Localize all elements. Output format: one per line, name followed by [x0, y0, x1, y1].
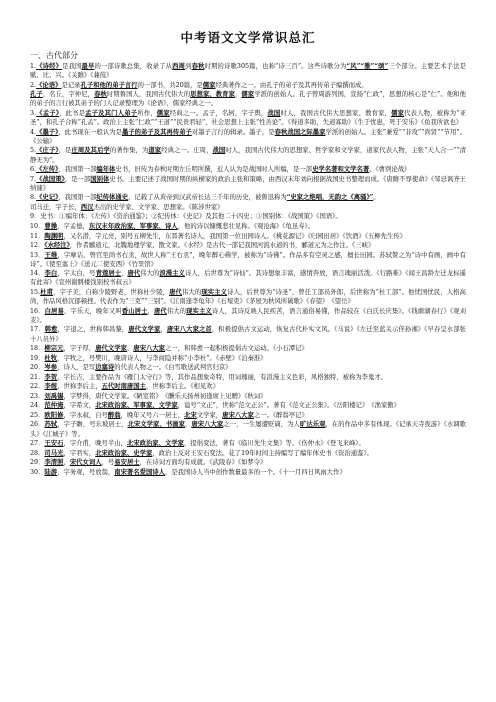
entry-text: 29．	[30, 459, 45, 467]
entry-text: 是我国	[62, 63, 82, 70]
entry-text: ，是	[58, 147, 72, 155]
entry-text: 21．	[30, 373, 45, 381]
entry-text: ，世称李后主。《相见欢》	[145, 383, 219, 391]
entry-text: ，字子美，自称少陵野老，世称杜少陵，	[53, 289, 170, 296]
entry-text: ，字长吉，主要作品为《雁门太守行》等，其作品想象奇特，用词瑰丽，有浪漫主义色彩，风格独特，被称为李鬼才。	[57, 373, 388, 381]
entry-paragraph	[30, 203, 466, 212]
entry-paragraph	[30, 449, 466, 458]
entry-keyword: 儒家	[391, 109, 405, 117]
entry-list	[30, 62, 466, 477]
entry-keyword: 《论语》	[36, 81, 62, 89]
entry-keyword: 唐宋八大家之首	[166, 326, 212, 334]
entry-keyword: 《水经注》	[44, 242, 70, 250]
entry-paragraph	[30, 175, 466, 193]
entry-keyword: 白居易	[44, 307, 64, 315]
entry-keyword: 思想家、教育家	[190, 91, 235, 99]
entry-keyword: 道家	[148, 147, 162, 155]
entry-text: 伟大的	[182, 289, 202, 296]
entry-text: 之一。《醉翁亭记》	[253, 411, 308, 419]
entry-text: ，	[234, 91, 242, 99]
entry-text: 18．	[30, 345, 45, 353]
entry-keyword: 《孟子》	[36, 109, 60, 117]
entry-text: ，字乐天，晚年又叫	[63, 307, 122, 315]
entry-text: 伟大的	[166, 307, 187, 315]
entry-text: 13．	[30, 251, 45, 259]
entry-text: 经典之一。孟子，名轲，字子舆，	[169, 109, 268, 117]
entry-text: ，记载了从黄帝到汉武帝长达三千年的历史，被鲁迅称为	[128, 194, 287, 202]
entry-keyword: 东汉末年政治家、军事家、诗人	[88, 222, 178, 230]
entry-keyword: 北宋文学家、书画家	[127, 421, 185, 429]
entry-text: ，	[147, 307, 154, 315]
entry-paragraph	[30, 222, 466, 231]
entry-keyword: 杜甫	[40, 289, 54, 296]
entry-text: 20．	[30, 364, 45, 372]
entry-keyword: 王安石	[44, 440, 64, 448]
entry-text: ，	[63, 459, 70, 467]
entry-paragraph	[30, 165, 466, 174]
entry-text: ，我国第一部	[58, 194, 97, 202]
entry-keyword: 《左传》	[36, 166, 59, 174]
entry-text: ，名丘，字仲尼，	[42, 91, 95, 99]
entry-text: 文学家，	[196, 411, 223, 419]
entry-text: 4.	[30, 128, 37, 136]
entry-keyword: 杜牧	[44, 354, 58, 362]
entry-keyword: 青莲居士	[95, 270, 122, 278]
entry-paragraph	[30, 269, 466, 287]
entry-text: 11．	[30, 232, 45, 240]
entry-keyword: 王维	[44, 251, 58, 259]
entry-text: ，诗人，是写	[57, 364, 96, 372]
entry-paragraph	[30, 128, 466, 146]
entry-paragraph	[30, 439, 466, 448]
entry-text: ，此书现在一般认为是	[58, 128, 122, 136]
entry-paragraph	[30, 373, 466, 382]
entry-keyword: 战国	[267, 109, 281, 117]
entry-text: ，字希文，	[63, 402, 96, 410]
entry-keyword: 国别体	[90, 175, 110, 183]
entry-text: ，在的作品中多有体现。《记承天寺夜游》《水调歌头》《江城子》等。	[30, 421, 466, 438]
entry-keyword: 春秋	[94, 91, 107, 99]
entry-keyword: 北宋	[184, 411, 197, 419]
entry-text: 5.	[30, 147, 37, 155]
entry-text: 的一部书，共20篇，是	[137, 81, 203, 89]
entry-text: 16．	[30, 307, 45, 315]
entry-text: 3.	[30, 109, 37, 117]
entry-text: 时人，我国古代伟大思想家、教育家，	[280, 109, 392, 117]
entry-paragraph	[30, 81, 466, 90]
entry-keyword: 唐代	[169, 289, 182, 296]
entry-text: 所作，	[137, 109, 157, 117]
entry-text: ，字子长，	[49, 203, 81, 211]
entry-paragraph	[30, 288, 466, 306]
entry-keyword: 《史记》	[36, 194, 59, 202]
entry-keyword: 司马光	[44, 449, 64, 457]
entry-text: 史书，旧传为春秋时期左丘明所撰，近人认为是战国时人所编，是一部	[115, 166, 313, 174]
entry-keyword: 孟子及其门人弟子	[85, 109, 138, 117]
entry-paragraph	[30, 411, 466, 420]
entry-keyword: 范仲淹	[44, 402, 64, 410]
entry-text: 诗人，后世尊为“诗仙”。其诗想象丰富，感情奔放，语言瑰丽活泼。《行路难》《闻王昌龄左迁龙标遥有此寄》《宣州谢朓楼饯别校书叔云》	[30, 270, 466, 287]
entry-paragraph	[30, 241, 466, 250]
entry-keyword: 纪传体通史	[96, 194, 129, 202]
entry-keyword: 唐宋八大家	[222, 411, 254, 419]
entry-text: ，我国第一部	[58, 166, 97, 174]
entry-keyword: 韩愈	[44, 326, 58, 334]
entry-paragraph	[30, 468, 466, 477]
entry-paragraph	[30, 401, 466, 410]
entry-keyword: 李贺	[44, 373, 58, 381]
entry-keyword: 唐代文学家	[95, 345, 127, 353]
entry-paragraph	[30, 354, 466, 363]
entry-text: 学派的创始人。孔子曾周游列国，宣扬“仁政”，思想的核心是“仁”。他和他的弟子的言行被其弟子的门人记录整理为《论语》，儒家经典之一。	[30, 91, 466, 108]
entry-paragraph	[30, 212, 466, 221]
entry-text: 学派的创始人。主张“兼爱”“非攻”“尚贤”“节用”。《公输》	[30, 128, 466, 145]
entry-keyword: 墨子的弟子及其再传弟子	[121, 128, 192, 136]
entry-keyword: 编年体	[96, 166, 116, 174]
entry-keyword: 儒家	[202, 81, 216, 89]
entry-keyword: 唐宋八大家	[133, 345, 166, 353]
entry-keyword: 最早	[81, 63, 95, 70]
entry-paragraph	[30, 344, 466, 353]
entry-text: ，又名潜，字元亮，别号五柳先生，东晋著名诗人，我国第一位田园诗人。《桃花源记》《归园田居》《饮酒》《五柳先生传》	[63, 232, 407, 240]
entry-paragraph	[30, 420, 466, 438]
entry-paragraph	[30, 307, 466, 325]
entry-paragraph	[30, 382, 466, 391]
entry-keyword: 《庄子》	[36, 147, 59, 155]
entry-keyword: 宋代女词人	[69, 459, 102, 467]
entry-keyword: 浪漫主义	[159, 270, 185, 278]
entry-text: ，是我国诗人当中创作数量最多的一个。《十一月四日风雨大作》	[165, 468, 346, 476]
entry-text: 1.	[30, 63, 37, 70]
entry-text: ，	[121, 270, 128, 278]
entry-keyword: 《战国策》	[36, 175, 65, 183]
entry-keyword: 醉翁	[107, 411, 121, 419]
entry-text: 28．	[30, 449, 45, 457]
entry-text: ，作者郦道元，北魏地理学家、散文家。《水经》是古代一部记我国河流水道的书，郦道元为之作注。《三峡》	[69, 242, 375, 250]
entry-text: 经典著作之一。由孔子的弟子及其再传弟子编撰而成。	[215, 81, 368, 89]
entry-keyword: 现实主义	[186, 307, 212, 315]
entry-keyword: 北宋政治家、文学家	[126, 440, 185, 448]
entry-text: ，他的诗以慷慨悲壮见称。《观沧海》《龟虽寿》。	[177, 222, 315, 230]
entry-text: 的著作集，为	[109, 147, 149, 155]
entry-keyword: 唐代文学家	[128, 326, 161, 334]
entry-text: ，	[160, 326, 167, 334]
entry-text: 27．	[30, 440, 45, 448]
entry-paragraph	[30, 232, 466, 241]
entry-text: ，政治上反对王安石变法。花了19年时间主持编写了编年体史书《资治通鉴》。	[152, 449, 373, 457]
entry-keyword: 唐代	[127, 270, 141, 278]
entry-keyword: “风”	[346, 63, 361, 70]
entry-keyword: 陆游	[44, 468, 58, 476]
page-title: 中考语文文学常识总汇	[180, 30, 316, 45]
entry-text: ，字介甫，晚号半山，	[63, 440, 127, 448]
entry-text: 时期的诗歌305篇，也称“诗三百”。这些诗歌分为	[204, 63, 347, 70]
entry-keyword: 西汉	[80, 203, 94, 211]
entry-keyword: 易安居士	[114, 459, 140, 467]
entry-text: 三个部分。主要艺术手法是赋、比、兴。《关雎》《蒹葭》	[30, 63, 466, 80]
entry-paragraph	[30, 251, 466, 269]
entry-keyword: 五代时南唐国主	[101, 383, 146, 391]
entry-text: 24．	[30, 402, 45, 410]
entry-text: 时期鲁国人，我国古代伟大的	[106, 91, 191, 99]
section-heading: 一、古代部分	[30, 51, 78, 60]
entry-keyword: “雅”	[360, 63, 375, 70]
entry-paragraph	[30, 325, 466, 343]
entry-paragraph	[30, 146, 466, 164]
entry-keyword: 史学名著和文学名著	[312, 166, 370, 174]
entry-keyword: 李清照	[44, 459, 64, 467]
entry-text: ，字退之，世称韩昌黎，	[57, 326, 129, 334]
entry-text: 。《曹刿论战》	[369, 166, 411, 174]
entry-keyword: 孔子和他的弟子言行	[80, 81, 138, 89]
entry-keyword: 《墨子》	[36, 128, 59, 136]
entry-keyword: 庄周及其后学	[71, 147, 110, 155]
entry-text: ，字孟德，	[57, 222, 89, 230]
entry-text: 。	[373, 194, 380, 202]
entry-keyword: 儒家	[241, 91, 255, 99]
entry-text: 23．	[30, 392, 45, 400]
entry-text: 代表人物，被称为“亚圣”，和孔子合称“孔孟”。政治上主张“仁政”“王道”“民贵君轻”，社会思想上主张“性善论”。《得道多助，失道寡助》《生于忧患，死于安乐》《鱼我所欲也》	[30, 109, 466, 127]
entry-text: 司马迁	[30, 203, 50, 211]
entry-text: ，字梦得，唐代文学家。《陋室铭》 《酬乐天扬州初逢席上见赠》《秋词》	[63, 392, 267, 400]
entry-paragraph	[30, 458, 466, 467]
entry-keyword: 刘禹锡	[44, 392, 64, 400]
entry-paragraph	[30, 193, 466, 202]
entry-keyword: 苏轼	[44, 421, 58, 429]
entry-text: ，字子厚，	[63, 345, 96, 353]
entry-keyword: 唐宋八大家	[191, 421, 224, 429]
entry-paragraph	[30, 363, 466, 372]
entry-keyword: 李白	[44, 270, 58, 278]
entry-paragraph	[30, 109, 466, 127]
entry-text: 26．	[30, 421, 45, 429]
entry-text: 17．	[30, 326, 45, 334]
entry-text: ，世称李后主，	[57, 383, 102, 391]
entry-keyword: 香山居士	[121, 307, 148, 315]
entry-text: 的一部诗歌总集，收录了从	[94, 63, 173, 70]
entry-text: 之一，一生屡遭贬谪，为人	[223, 421, 300, 429]
entry-keyword: 春秋	[191, 63, 205, 70]
entry-text: 6.	[30, 166, 37, 174]
entry-keyword: 西周	[172, 63, 186, 70]
entry-keyword: “史家之绝唱，无韵之《离骚》”	[286, 194, 374, 202]
entry-text: 15.	[30, 289, 41, 296]
entry-text: 30．	[30, 468, 45, 476]
entry-text: ，字子瞻，号东坡居士，	[57, 421, 128, 429]
entry-keyword: 柳宗元	[44, 345, 64, 353]
entry-keyword: 边塞诗	[95, 364, 115, 372]
entry-keyword: 岑参	[44, 364, 58, 372]
entry-text: ，谥号“文正”，世称“范文正公”。著有《范文正公集》。《岳阳楼记》 《渔家傲》	[177, 402, 400, 410]
entry-keyword: 北宋政治家、史学家	[95, 449, 153, 457]
entry-text: 诗人，后世尊为“诗圣”，曾任工部员外郎，后世称为“杜工部”。他忧国忧民，人格高尚，作品风格沉郁顿挫。代表作为“三吏”“三别”。《江南逢李龟年》《石壕吏》《茅屋为秋风所破歌》《春望》 《望岳》	[30, 289, 466, 306]
entry-text: 19．	[30, 354, 45, 362]
entry-text: ，字摩诘，曾官至尚书右丞，故世人称“王右丞”，晚年醉心佛学，被称为“诗佛”。作品多有空灵之感，擅长田园。苏轼赞之为“诗中有画，画中有诗”。《使至塞上》《送元二使安西》《竹里馆》	[30, 251, 466, 268]
entry-keyword: 欧阳修	[44, 411, 64, 419]
entry-keyword: 唐代	[153, 307, 167, 315]
entry-text: ，在诗词方面均有成就。《武陵春》《如梦令》	[139, 459, 267, 467]
entry-keyword: 李煜	[44, 383, 58, 391]
entry-keyword: 陶渊明	[44, 232, 64, 240]
entry-keyword: 现实主义	[201, 289, 228, 296]
entry-text: 到	[185, 63, 192, 70]
entry-text: 9．史书：①编年体：《左传》《资治通鉴》；②纪传体：《史记》及其他二十四史；③国别体：《战国策》《国语》。	[30, 213, 342, 221]
entry-text: ，字牧之，号樊川，晚唐诗人，与李商隐并称“小李杜”。《赤壁》《泊秦淮》	[57, 354, 267, 362]
entry-keyword: 《诗经》	[36, 63, 63, 70]
entry-text: ，号	[101, 459, 115, 467]
entry-text: 2.	[30, 81, 37, 89]
entry-paragraph	[30, 90, 466, 108]
entry-text: 7.	[30, 175, 37, 183]
entry-text: ，字太白，号	[57, 270, 96, 278]
entry-text: 伟大的	[140, 270, 160, 278]
entry-text: 25．	[30, 411, 45, 419]
entry-text: 之一，和韩愈一起积极提倡古文运动。《小石潭记》	[165, 345, 308, 353]
entry-text: ，是一部	[64, 175, 91, 183]
entry-text: ，字永叔，自号	[63, 411, 108, 419]
entry-text: 史书。主要记述了战国时期的纵横家的政治主张和策略，由西汉末年刘向根据战国史书整理而成。《唐雎不辱使命》《邹忌讽齐王纳谏》	[30, 175, 466, 192]
entry-text: 10．	[30, 222, 45, 230]
entry-keyword: 南宋著名爱国诗人	[114, 468, 165, 476]
entry-text: ，字务观，号放翁，	[57, 468, 115, 476]
entry-text: 的代表人物之一。《白雪歌送武判官归京》	[114, 364, 232, 372]
entry-text: 12．	[30, 242, 45, 250]
entry-text: ，此书是	[59, 109, 86, 117]
entry-text: ，	[184, 421, 192, 429]
entry-keyword: 战国	[212, 147, 226, 155]
entry-text: 时人，我国古代伟大的思想家、哲学家和文学家，道家代表人物，主张“天人合一”“清静无为”。	[30, 147, 466, 164]
entry-text: ，字君实，	[63, 449, 96, 457]
entry-text: 杰出的史学家、文学家、思想家。《陈涉世家》	[93, 203, 224, 211]
entry-keyword: 春秋战国之际墨家	[274, 128, 326, 136]
entry-keyword: 儒家	[156, 109, 170, 117]
entry-paragraph	[30, 62, 466, 80]
entry-text: ，晚年又号六一居士，	[120, 411, 185, 419]
entry-keyword: 旷达乐观	[299, 421, 326, 429]
entry-keyword: 曹操	[44, 222, 58, 230]
entry-text: ，提倡变法，著有《临川先生文集》等。《伤仲永》《登飞来峰》。	[184, 440, 365, 448]
entry-text: 对墨子言行的辑录。墨子，是	[191, 128, 275, 136]
entry-text: 8.	[30, 194, 37, 202]
entry-text: ，	[126, 345, 134, 353]
entry-text: 14．	[30, 270, 45, 278]
entry-text: 22．	[30, 383, 45, 391]
entry-paragraph	[30, 392, 466, 401]
entry-keyword: 孔子	[30, 91, 43, 99]
entry-keyword: “颂”	[374, 63, 389, 70]
entry-keyword: 北宋政治家、军事家、文学家	[95, 402, 178, 410]
entry-text: 经典之一。庄周，	[161, 147, 213, 155]
entry-text: 是记录	[61, 81, 81, 89]
entry-text: 诗人，其诗反映人民疾苦，语言通俗易懂，作品较在《白氏长庆集》。《钱塘湖春行》《观刈麦》。	[30, 307, 466, 324]
entry-text: ，积极提倡古文运动，恢复古代朴实文风。《马说》《左迁至蓝关示侄孙湘》《早春呈水部张十八员外》	[30, 326, 466, 343]
